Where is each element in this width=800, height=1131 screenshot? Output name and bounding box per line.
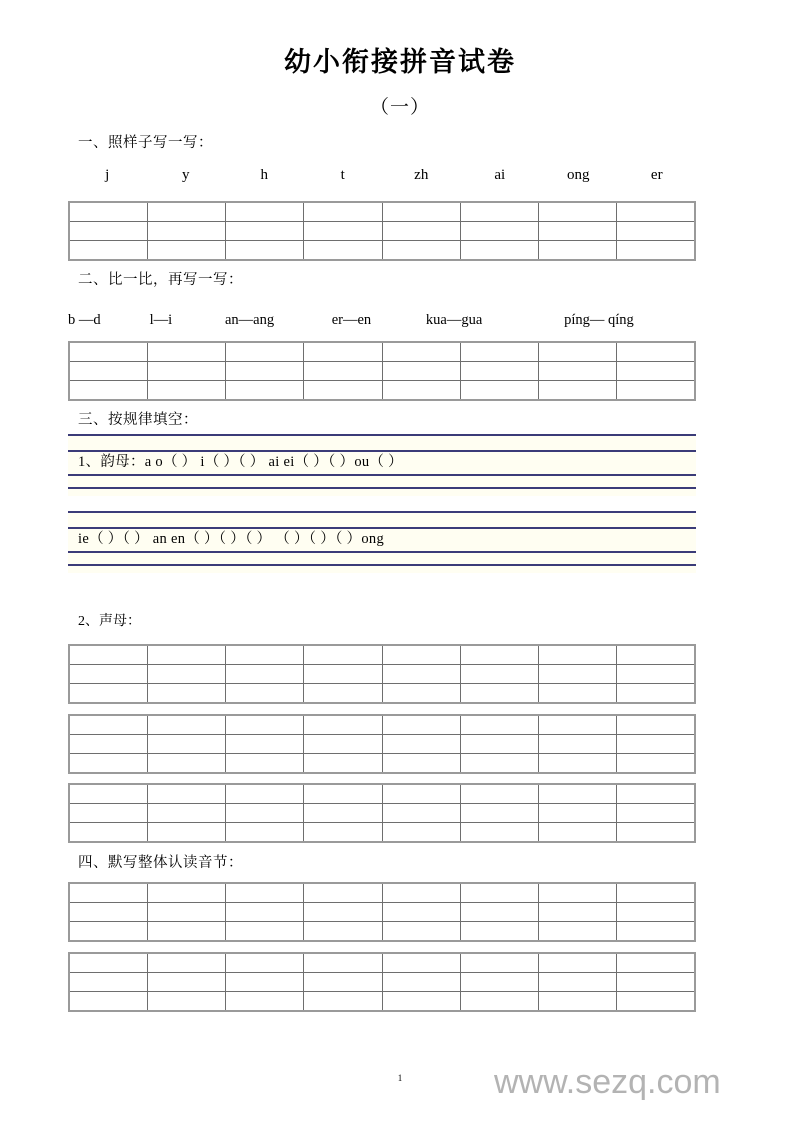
writing-cell[interactable] <box>460 754 538 774</box>
writing-cell[interactable] <box>226 754 304 774</box>
writing-cell[interactable] <box>147 754 225 774</box>
table-row <box>69 903 695 922</box>
compare-pair: l—i <box>149 312 173 328</box>
table-row <box>69 665 695 684</box>
writing-cell[interactable] <box>69 684 147 704</box>
compare-pair: er—en <box>331 312 372 328</box>
writing-cell[interactable] <box>539 241 617 261</box>
writing-cell[interactable] <box>69 715 147 735</box>
writing-cell[interactable] <box>382 823 460 843</box>
writing-cell[interactable] <box>617 784 695 804</box>
writing-cell[interactable] <box>460 784 538 804</box>
writing-cell[interactable] <box>226 922 304 942</box>
writing-cell[interactable] <box>382 973 460 992</box>
writing-cell[interactable] <box>147 645 225 665</box>
writing-cell[interactable] <box>617 992 695 1012</box>
writing-cell[interactable] <box>382 804 460 823</box>
writing-cell[interactable] <box>69 381 147 401</box>
writing-cell[interactable] <box>382 784 460 804</box>
writing-cell[interactable] <box>382 684 460 704</box>
table-row <box>69 754 695 774</box>
writing-cell[interactable] <box>539 953 617 973</box>
writing-cell[interactable] <box>69 823 147 843</box>
writing-cell[interactable] <box>304 883 382 903</box>
writing-cell[interactable] <box>69 804 147 823</box>
writing-cell[interactable] <box>539 823 617 843</box>
writing-cell[interactable] <box>539 202 617 222</box>
writing-cell[interactable] <box>539 362 617 381</box>
writing-cell[interactable] <box>147 202 225 222</box>
writing-cell[interactable] <box>69 883 147 903</box>
writing-cell[interactable] <box>226 992 304 1012</box>
page-subtitle: （一） <box>369 97 430 118</box>
writing-cell[interactable] <box>304 222 382 241</box>
writing-cell[interactable] <box>304 735 382 754</box>
writing-cell[interactable] <box>304 754 382 774</box>
writing-cell[interactable] <box>539 992 617 1012</box>
writing-cell[interactable] <box>617 754 695 774</box>
writing-cell[interactable] <box>460 645 538 665</box>
writing-cell[interactable] <box>617 684 695 704</box>
writing-cell[interactable] <box>147 992 225 1012</box>
writing-cell[interactable] <box>460 953 538 973</box>
writing-cell[interactable] <box>382 992 460 1012</box>
writing-cell[interactable] <box>304 903 382 922</box>
writing-cell[interactable] <box>460 381 538 401</box>
writing-cell[interactable] <box>382 241 460 261</box>
writing-cell[interactable] <box>460 922 538 942</box>
writing-cell[interactable] <box>382 202 460 222</box>
table-row <box>69 381 695 401</box>
writing-cell[interactable] <box>147 684 225 704</box>
table-row <box>69 645 695 665</box>
sample-letter: zh <box>414 167 429 183</box>
writing-cell[interactable] <box>304 784 382 804</box>
writing-cell[interactable] <box>304 381 382 401</box>
table-row <box>69 362 695 381</box>
writing-cell[interactable] <box>539 804 617 823</box>
writing-cell[interactable] <box>69 362 147 381</box>
table-row <box>69 883 695 903</box>
writing-cell[interactable] <box>304 202 382 222</box>
writing-cell[interactable] <box>304 342 382 362</box>
writing-cell[interactable] <box>226 715 304 735</box>
writing-cell[interactable] <box>69 903 147 922</box>
writing-grid-table[interactable] <box>68 341 696 401</box>
writing-cell[interactable] <box>226 684 304 704</box>
writing-cell[interactable] <box>617 222 695 241</box>
writing-cell[interactable] <box>304 922 382 942</box>
writing-cell[interactable] <box>460 362 538 381</box>
writing-cell[interactable] <box>69 241 147 261</box>
writing-cell[interactable] <box>617 922 695 942</box>
table-row <box>69 823 695 843</box>
writing-cell[interactable] <box>226 202 304 222</box>
writing-cell[interactable] <box>304 992 382 1012</box>
writing-cell[interactable] <box>539 381 617 401</box>
writing-cell[interactable] <box>147 665 225 684</box>
writing-cell[interactable] <box>382 883 460 903</box>
writing-cell[interactable] <box>226 883 304 903</box>
writing-grid-table[interactable] <box>68 714 696 774</box>
writing-cell[interactable] <box>147 903 225 922</box>
sample-letter: ong <box>567 167 590 183</box>
writing-cell[interactable] <box>539 754 617 774</box>
writing-cell[interactable] <box>147 953 225 973</box>
table-row <box>69 804 695 823</box>
writing-cell[interactable] <box>147 784 225 804</box>
writing-cell[interactable] <box>147 823 225 843</box>
compare-pair: an—ang <box>224 312 275 328</box>
writing-cell[interactable] <box>226 381 304 401</box>
writing-cell[interactable] <box>304 715 382 735</box>
writing-cell[interactable] <box>226 903 304 922</box>
writing-cell[interactable] <box>617 883 695 903</box>
writing-cell[interactable] <box>460 883 538 903</box>
sample-letter: y <box>182 167 190 183</box>
subsection-heading-initials: 2、声母： <box>78 614 141 629</box>
writing-cell[interactable] <box>460 241 538 261</box>
writing-cell[interactable] <box>460 735 538 754</box>
writing-cell[interactable] <box>69 735 147 754</box>
writing-cell[interactable] <box>539 715 617 735</box>
writing-cell[interactable] <box>617 715 695 735</box>
writing-cell[interactable] <box>460 665 538 684</box>
writing-cell[interactable] <box>382 754 460 774</box>
sample-letter: h <box>260 167 268 183</box>
compare-pair: píng— qíng <box>564 312 634 328</box>
writing-cell[interactable] <box>226 735 304 754</box>
writing-cell[interactable] <box>460 342 538 362</box>
writing-cell[interactable] <box>460 903 538 922</box>
writing-cell[interactable] <box>69 342 147 362</box>
writing-cell[interactable] <box>617 645 695 665</box>
writing-cell[interactable] <box>617 953 695 973</box>
writing-cell[interactable] <box>539 645 617 665</box>
writing-cell[interactable] <box>147 973 225 992</box>
writing-cell[interactable] <box>460 992 538 1012</box>
table-row <box>69 241 695 261</box>
writing-cell[interactable] <box>226 784 304 804</box>
pinyin-fourline-grid-1[interactable] <box>68 434 696 496</box>
writing-cell[interactable] <box>382 735 460 754</box>
writing-cell[interactable] <box>382 342 460 362</box>
writing-cell[interactable] <box>69 665 147 684</box>
writing-cell[interactable] <box>226 973 304 992</box>
fourline-rule-bottom <box>68 564 696 566</box>
section-heading-2: 二、比一比，再写一写： <box>78 272 243 288</box>
section-heading-3: 三、按规律填空： <box>78 412 198 428</box>
writing-cell[interactable] <box>226 953 304 973</box>
sample-letter: er <box>650 167 663 183</box>
writing-cell[interactable] <box>617 241 695 261</box>
writing-cell[interactable] <box>304 804 382 823</box>
writing-cell[interactable] <box>539 922 617 942</box>
sample-letter: t <box>340 167 345 183</box>
page-number: 1 <box>397 1073 403 1083</box>
fourline-rule-bottom <box>68 487 696 489</box>
table-row <box>69 735 695 754</box>
writing-cell[interactable] <box>382 715 460 735</box>
writing-cell[interactable] <box>226 665 304 684</box>
writing-cell[interactable] <box>69 953 147 973</box>
writing-cell[interactable] <box>617 804 695 823</box>
writing-cell[interactable] <box>304 953 382 973</box>
compare-pair: b —d <box>68 312 101 328</box>
writing-grid-table[interactable] <box>68 783 696 843</box>
writing-cell[interactable] <box>147 362 225 381</box>
writing-cell[interactable] <box>69 973 147 992</box>
writing-cell[interactable] <box>69 784 147 804</box>
writing-grid-table[interactable] <box>68 201 696 261</box>
section-heading-1: 一、照样子写一写： <box>78 135 213 151</box>
writing-cell[interactable] <box>69 992 147 1012</box>
writing-cell[interactable] <box>617 202 695 222</box>
section-heading-4: 四、默写整体认读音节： <box>78 855 243 871</box>
writing-cell[interactable] <box>226 342 304 362</box>
writing-cell[interactable] <box>617 381 695 401</box>
writing-cell[interactable] <box>539 342 617 362</box>
writing-cell[interactable] <box>617 735 695 754</box>
writing-cell[interactable] <box>539 735 617 754</box>
writing-cell[interactable] <box>539 684 617 704</box>
writing-cell[interactable] <box>304 684 382 704</box>
page-title: 幼小衔接拼音试卷 <box>284 47 516 77</box>
sample-letter: j <box>105 167 110 183</box>
writing-cell[interactable] <box>539 903 617 922</box>
compare-pair: kua—gua <box>425 312 483 328</box>
sample-letter: ai <box>494 167 506 183</box>
writing-cell[interactable] <box>460 973 538 992</box>
writing-cell[interactable] <box>460 222 538 241</box>
table-row <box>69 992 695 1012</box>
table-row <box>69 953 695 973</box>
table-row <box>69 715 695 735</box>
site-watermark: www.sezq.com <box>494 1063 721 1101</box>
writing-cell[interactable] <box>147 241 225 261</box>
writing-cell[interactable] <box>539 222 617 241</box>
writing-cell[interactable] <box>460 715 538 735</box>
table-row <box>69 973 695 992</box>
table-row <box>69 342 695 362</box>
writing-cell[interactable] <box>304 241 382 261</box>
writing-cell[interactable] <box>617 903 695 922</box>
writing-cell[interactable] <box>69 922 147 942</box>
writing-cell[interactable] <box>69 222 147 241</box>
writing-cell[interactable] <box>226 241 304 261</box>
writing-cell[interactable] <box>147 342 225 362</box>
writing-cell[interactable] <box>147 735 225 754</box>
writing-cell[interactable] <box>147 715 225 735</box>
writing-cell[interactable] <box>69 202 147 222</box>
writing-cell[interactable] <box>147 922 225 942</box>
writing-cell[interactable] <box>147 804 225 823</box>
writing-cell[interactable] <box>226 823 304 843</box>
writing-cell[interactable] <box>382 362 460 381</box>
writing-cell[interactable] <box>382 222 460 241</box>
writing-cell[interactable] <box>617 973 695 992</box>
fourline-rule-top <box>68 511 696 513</box>
table-row <box>69 784 695 804</box>
writing-cell[interactable] <box>382 665 460 684</box>
fourline-text-finals-cont: ie（ ）（ ） an en（ ）（ ）（ ） （ ）（ ）（ ）ong <box>78 531 385 547</box>
fourline-text-finals: 1、韵母：a o（ ） i（ ）（ ） ai ei（ ）（ ）ou（ ） <box>78 454 403 470</box>
writing-cell[interactable] <box>147 381 225 401</box>
writing-grid-table[interactable] <box>68 644 696 704</box>
writing-cell[interactable] <box>304 823 382 843</box>
writing-cell[interactable] <box>69 754 147 774</box>
writing-cell[interactable] <box>460 804 538 823</box>
fourline-rule-top <box>68 434 696 436</box>
writing-cell[interactable] <box>382 953 460 973</box>
writing-cell[interactable] <box>617 342 695 362</box>
writing-cell[interactable] <box>226 645 304 665</box>
writing-grid-table[interactable] <box>68 882 696 942</box>
sample-letter-row <box>68 167 696 184</box>
writing-cell[interactable] <box>304 645 382 665</box>
table-row <box>69 922 695 942</box>
writing-cell[interactable] <box>304 362 382 381</box>
writing-cell[interactable] <box>460 684 538 704</box>
writing-cell[interactable] <box>617 665 695 684</box>
writing-cell[interactable] <box>226 362 304 381</box>
writing-cell[interactable] <box>382 922 460 942</box>
writing-cell[interactable] <box>226 804 304 823</box>
writing-cell[interactable] <box>69 645 147 665</box>
writing-cell[interactable] <box>382 381 460 401</box>
writing-cell[interactable] <box>460 202 538 222</box>
writing-cell[interactable] <box>147 222 225 241</box>
writing-cell[interactable] <box>304 665 382 684</box>
table-row <box>69 222 695 241</box>
writing-grid-table[interactable] <box>68 952 696 1012</box>
writing-cell[interactable] <box>304 973 382 992</box>
writing-cell[interactable] <box>539 784 617 804</box>
table-row <box>69 684 695 704</box>
writing-cell[interactable] <box>539 665 617 684</box>
writing-cell[interactable] <box>147 883 225 903</box>
writing-cell[interactable] <box>617 823 695 843</box>
pinyin-fourline-grid-2[interactable] <box>68 511 696 573</box>
writing-cell[interactable] <box>226 222 304 241</box>
writing-cell[interactable] <box>539 973 617 992</box>
compare-pair-row <box>68 312 696 329</box>
writing-cell[interactable] <box>539 883 617 903</box>
table-row <box>69 202 695 222</box>
writing-cell[interactable] <box>617 362 695 381</box>
writing-cell[interactable] <box>382 903 460 922</box>
writing-cell[interactable] <box>382 645 460 665</box>
writing-cell[interactable] <box>460 823 538 843</box>
